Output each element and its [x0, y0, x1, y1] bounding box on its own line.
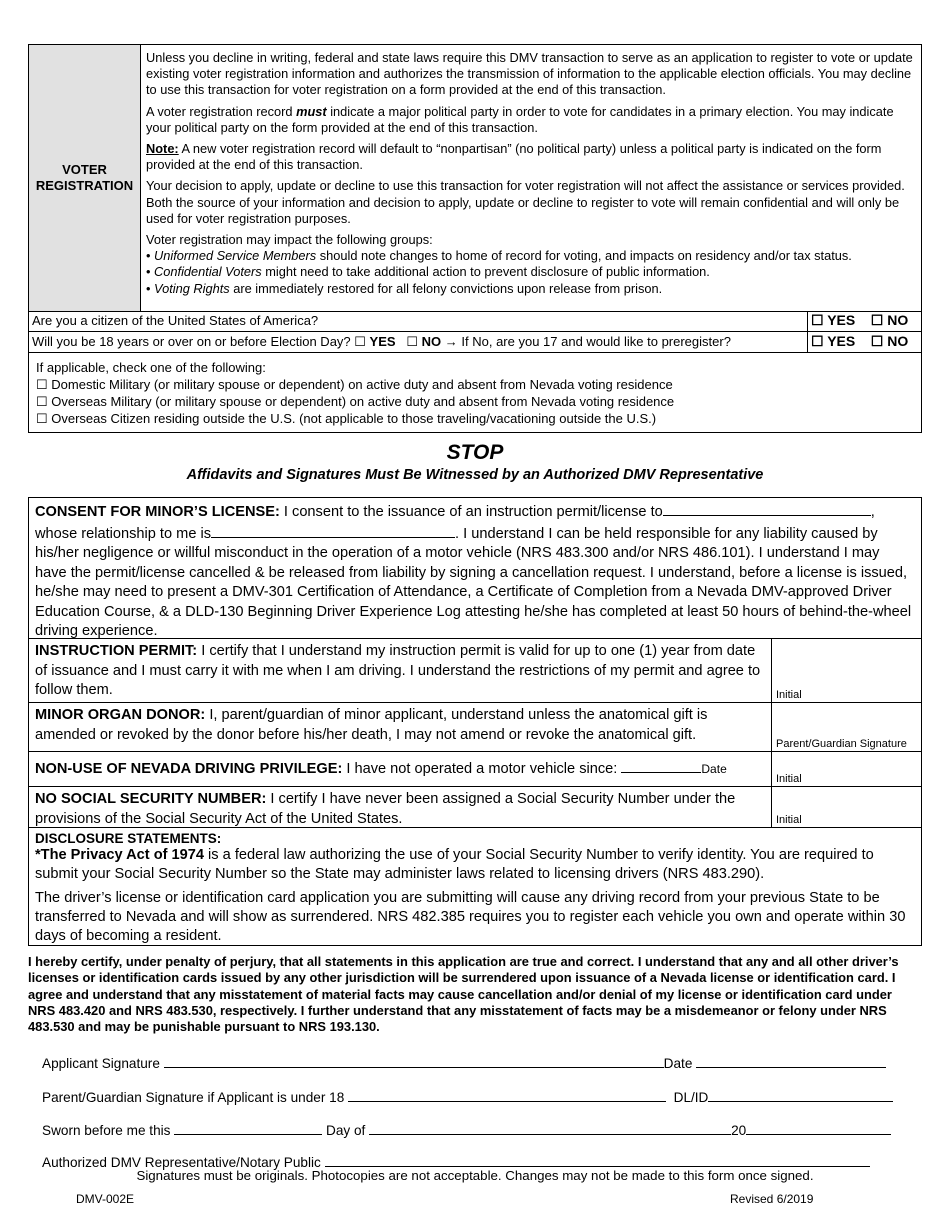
privacy-act-paragraph: *The Privacy Act of 1974 is a federal law authorizing the use of your Social Security Number to verify identity. You are required to submit your Social Security Number so the State may administer laws related to licensing drivers (NRS 483.290). [35, 847, 874, 882]
disclosure-statements [28, 828, 922, 946]
non-use-date-field[interactable] [621, 758, 701, 773]
voter-registration-text [146, 50, 918, 297]
voter-paragraph: Your decision to apply, update or decline to use this transaction for voter registration will not affect the assistance or services provided. Both the source of your information and decision to apply, update or decline to register to vote will remain confidential and will only be used for voter registration purposes. [146, 178, 905, 226]
sworn-month-field[interactable] [369, 1120, 731, 1135]
citizen-question-row [28, 311, 922, 332]
consent-minor-license: CONSENT FOR MINOR’S LICENSE: I consent to the issuance of an instruction permit/license to , whose relationship to me is . I understand I can be held responsible for any liability caused by his/her negligence or willful misconduct in the operation of a motor vehicle (NRS 483.300 and/or NRS 486.101). I understand I may have the permit/license cancelled & be released from liability by signing a cancellation request. I understand, before a license is issued, he/she may need to present a DMV-301 Certification of Attendance, a Certificate of Completion from a Nevada DMV-approved Driver Education Course, & a DLD-130 Beginning Driver Experience Log attesting he/she has completed at least 50 hours of behind-the-wheel driving experience. [28, 497, 922, 639]
voter-bullet: • Confidential Voters might need to take additional action to prevent disclosure of public information. [146, 264, 710, 280]
parent-signature-field[interactable]: Parent/Guardian Signature [771, 703, 923, 751]
preregister-options [807, 332, 923, 352]
citizen-question: Are you a citizen of the United States of America? [32, 313, 319, 328]
relationship-field[interactable] [211, 523, 455, 538]
transfer-paragraph: The driver’s license or identification card application you are submitting will cause any driving record from your previous State to be transferred to Nevada and will show as surrendered. NRS 482.385 requires you to register each vehicle you own and operate within 30 days of becoming a resident. [35, 890, 906, 944]
voter-registration-label: VOTER REGISTRATION [29, 45, 141, 311]
no-ssn-initial-field[interactable]: Initial [771, 787, 923, 827]
military-intro: If applicable, check one of the following: [36, 360, 266, 375]
sworn-line: Sworn before me this Day of 20 [42, 1120, 891, 1138]
non-use-row [28, 752, 922, 787]
military-status-section [28, 353, 922, 433]
age-question: Will you be 18 years or over on or before Election Day? ☐ YES ☐ NO → If No, are you 17 and would like to preregister? [32, 334, 731, 349]
signature-note: Signatures must be originals. Photocopies are not acceptable. Changes may not be made to this form once signed. [136, 1168, 814, 1183]
instruction-permit-row [28, 639, 922, 703]
sworn-year-field[interactable] [746, 1120, 891, 1135]
no-ssn-text: NO SOCIAL SECURITY NUMBER: I certify I have never been assigned a Social Security Number under the provisions of the Social Security Act of the United States. [35, 791, 736, 827]
citizen-yes-checkbox[interactable]: ☐ YES [811, 312, 856, 328]
stop-heading: STOP [446, 441, 504, 464]
non-use-text: NON-USE OF NEVADA DRIVING PRIVILEGE: I have not operated a motor vehicle since: Date [35, 758, 765, 780]
instruction-permit-text: INSTRUCTION PERMIT: I certify that I understand my instruction permit is valid for up to one (1) year from date of issuance and I must carry it with me when I am driving. I understand the restrictions of my permit and agree to follow them. [35, 643, 761, 698]
voter-registration-section [28, 44, 922, 312]
citizen-options [807, 311, 923, 331]
domestic-military-checkbox[interactable]: ☐ Domestic Military (or military spouse or dependent) on active duty and absent from Nevada voting residence [36, 377, 673, 392]
organ-donor-text: MINOR ORGAN DONOR: I, parent/guardian of minor applicant, understand unless the anatomical gift is amended or revoked by the donor before his/her death, I may not amend or revoke the anatomical gift. [35, 707, 708, 743]
parent-signature-line: Parent/Guardian Signature if Applicant is under 18 DL/ID [42, 1087, 893, 1105]
overseas-military-checkbox[interactable]: ☐ Overseas Military (or military spouse or dependent) on active duty and absent from Nevada voting residence [36, 394, 675, 409]
applicant-signature-field[interactable] [164, 1053, 664, 1068]
age-question-row [28, 332, 922, 353]
voter-paragraph: A voter registration record must indicate a major political party in order to vote for candidates in a primary election. You may indicate your political party on the form provided at the end of this transaction. [146, 103, 894, 135]
overseas-citizen-checkbox[interactable]: ☐ Overseas Citizen residing outside the U.S. (not applicable to those traveling/vacationing outside the U.S.) [36, 411, 657, 426]
perjury-certification: I hereby certify, under penalty of perjury, that all statements in this application are true and correct. I understand that any and all other driver’s licenses or identification cards issued by any other jurisdiction will be surrendered upon issuance of a Nevada license or identification card. I agree and understand that any misstatement of material facts may cause cancellation and/or denial of my license or identification card under NRS 483.420 and NRS 483.530, respectively. I further understand that any misstatement of facts may be a misdemeanor or felony under NRS 483.530 and may be punishable pursuant to NRS 193.130. [28, 954, 899, 1035]
voter-bullet: • Uniformed Service Members should note changes to home of record for voting, and impacts on residency and/or tax status. [146, 248, 852, 264]
instruction-permit-initial-field[interactable]: Initial [771, 639, 923, 702]
sworn-day-field[interactable] [174, 1120, 322, 1135]
voter-bullet: • Voting Rights are immediately restored for all felony convictions upon release from prison. [146, 280, 663, 296]
dmv-representative-signature-field[interactable] [325, 1152, 870, 1167]
citizen-no-checkbox[interactable]: ☐ NO [870, 312, 909, 328]
minor-name-field[interactable] [663, 501, 871, 516]
minor-organ-donor-row [28, 703, 922, 752]
dl-id-field[interactable] [708, 1087, 893, 1102]
applicant-date-field[interactable] [696, 1053, 886, 1068]
parent-guardian-signature-field[interactable] [348, 1087, 666, 1102]
no-ssn-row [28, 787, 922, 828]
voter-paragraph: Unless you decline in writing, federal and state laws require this DMV transaction to serve as an application to register to vote or update existing voter registration information and authorizes the transmission of information to the applicable election officials. You may decline to use this transaction for voter registration on a form provided at the end of this transaction. [146, 50, 913, 98]
form-id: DMV-002E [76, 1192, 135, 1206]
applicant-signature-line: Applicant Signature Date [42, 1053, 886, 1071]
disclosure-heading: DISCLOSURE STATEMENTS: [35, 831, 222, 846]
dmv-representative-line: Authorized DMV Representative/Notary Public [42, 1152, 870, 1170]
revision-date: Revised 6/2019 [730, 1192, 814, 1206]
preregister-no-checkbox[interactable]: ☐ NO [870, 333, 909, 349]
preregister-yes-checkbox[interactable]: ☐ YES [811, 333, 856, 349]
stop-subheading: Affidavits and Signatures Must Be Witnessed by an Authorized DMV Representative [186, 467, 764, 483]
voter-note: Note: A new voter registration record will default to “nonpartisan” (no political party) unless a political party is indicated on the form provided at the end of this transaction. [146, 141, 882, 173]
voter-paragraph: Voter registration may impact the following groups: [146, 232, 433, 248]
non-use-initial-field[interactable]: Initial [771, 752, 923, 786]
